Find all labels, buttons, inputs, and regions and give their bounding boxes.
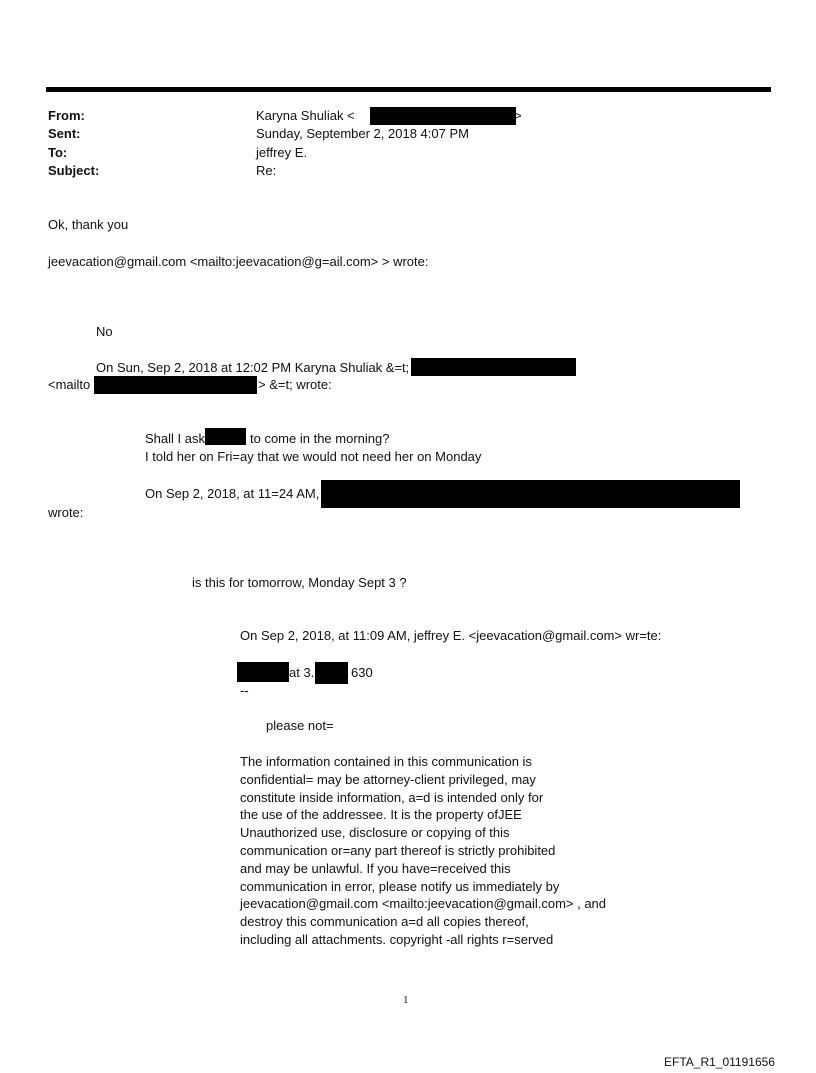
- quote4-line-end: 630: [351, 665, 373, 680]
- redaction-block: [205, 428, 246, 445]
- disclaimer-line: Unauthorized use, disclosure or copying of this: [240, 825, 510, 841]
- disclaimer-line: communication or=any part thereof is strictly prohibited: [240, 842, 556, 858]
- please-note: please not=: [266, 718, 334, 733]
- redaction-block: [411, 358, 576, 376]
- page-number: 1: [403, 994, 409, 1006]
- from-value-end: >: [514, 108, 522, 123]
- redaction-block: [370, 107, 516, 125]
- quote2-line1-start: Shall I ask: [145, 431, 205, 446]
- from-value: Karyna Shuliak <: [256, 108, 355, 123]
- redaction-block: [94, 376, 257, 394]
- quote4-attribution: On Sep 2, 2018, at 11:09 AM, jeffrey E. <jeevacation@gmail.com> wr=te:: [240, 628, 662, 643]
- sent-label: Sent:: [48, 126, 81, 141]
- disclaimer-line: constitute inside information, a=d is intended only for: [240, 789, 544, 805]
- quote3-text: is this for tomorrow, Monday Sept 3 ?: [192, 575, 407, 590]
- header-rule: [46, 87, 771, 92]
- redaction-block: [321, 480, 740, 508]
- subject-value: Re:: [256, 163, 277, 178]
- disclaimer-line: The information contained in this communication is: [240, 754, 532, 769]
- quote2-line2: I told her on Fri=ay that we would not need her on Monday: [145, 449, 482, 464]
- disclaimer-line: the use of the addressee. It is the property ofJEE: [240, 807, 522, 823]
- disclaimer-line: and may be unlawful. If you have=received this: [240, 860, 511, 876]
- quote2-attribution-end: > &=t; wrote:: [258, 377, 332, 392]
- quote3-attribution: On Sep 2, 2018, at 11=24 AM,: [145, 486, 320, 501]
- quote4-line-start: at 3.: [289, 665, 315, 680]
- quote1-attribution: jeevacation@gmail.com <mailto:jeevacation@g=ail.com> > wrote:: [48, 254, 429, 269]
- bates-number: EFTA_R1_01191656: [664, 1055, 775, 1069]
- signature-dashes: --: [240, 683, 249, 698]
- disclaimer-paragraph: [240, 753, 660, 949]
- sent-value: Sunday, September 2, 2018 4:07 PM: [256, 126, 469, 141]
- redaction-block: [315, 662, 348, 684]
- quote3-attribution-wrote: wrote:: [48, 505, 84, 520]
- quote1-text: No: [96, 324, 113, 339]
- quote2-line1-end: to come in the morning?: [250, 431, 390, 446]
- subject-label: Subject:: [48, 163, 100, 178]
- to-value: jeffrey E.: [256, 145, 308, 160]
- quote2-attribution-mailto: <mailto: [48, 377, 91, 392]
- disclaimer-line: confidential= may be attorney-client privileged, may: [240, 771, 536, 787]
- disclaimer-line: including all attachments. copyright -all rights r=served: [240, 931, 554, 947]
- quote2-attribution: On Sun, Sep 2, 2018 at 12:02 PM Karyna Shuliak &=t;: [96, 360, 410, 375]
- from-label: From:: [48, 108, 85, 123]
- disclaimer-line: communication in error, please notify us immediately by: [240, 878, 560, 894]
- disclaimer-line: destroy this communication a=d all copies thereof,: [240, 914, 529, 930]
- redaction-block: [237, 662, 289, 682]
- reply-text: Ok, thank you: [48, 217, 129, 232]
- disclaimer-line: jeevacation@gmail.com <mailto:jeevacation@gmail.com> , and: [240, 896, 607, 912]
- to-label: To:: [48, 145, 68, 160]
